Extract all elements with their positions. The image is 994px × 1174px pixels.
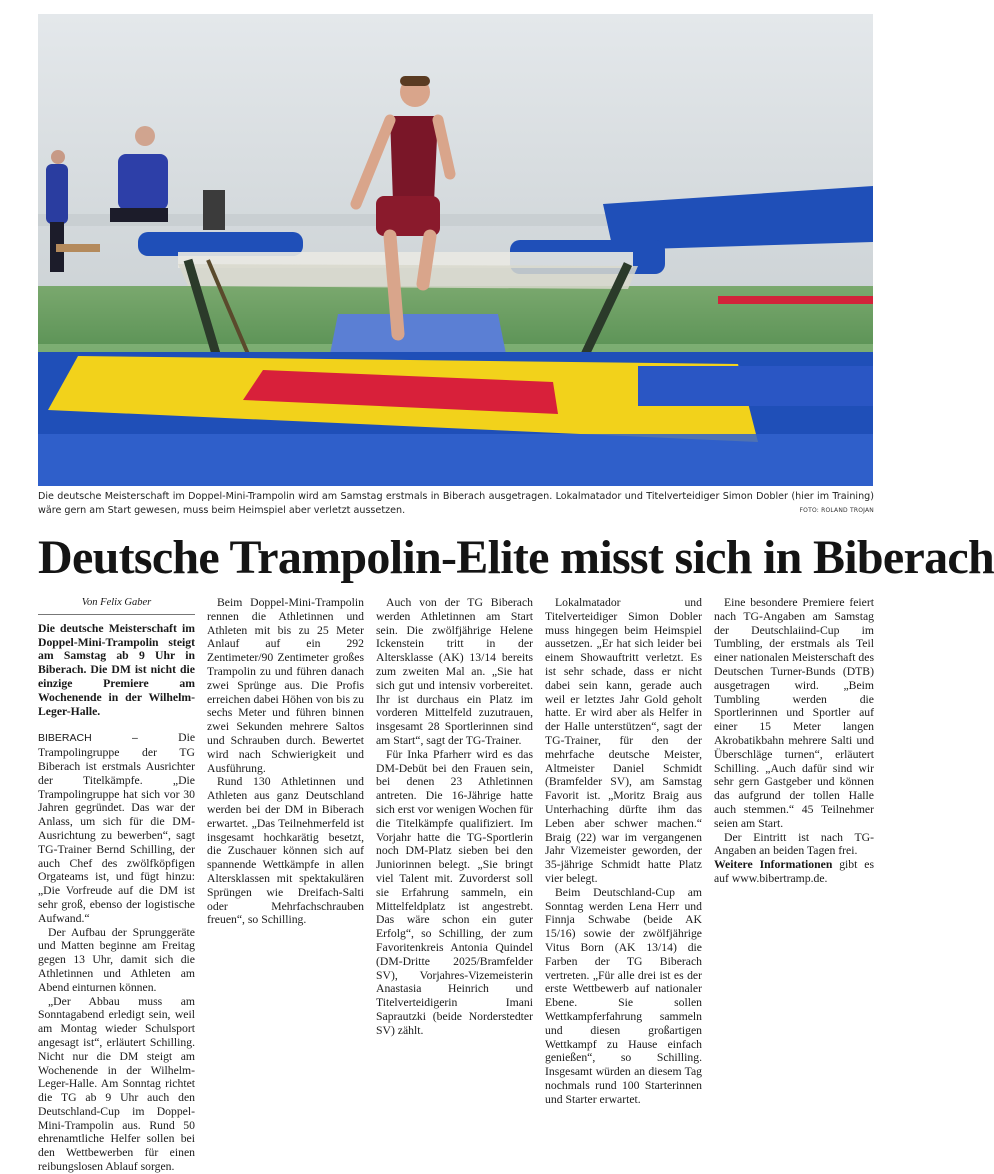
paragraph-4: Beim Doppel-Mini-Trampolin rennen die Athletinnen und Athleten mit bis zu 25 Meter Anlauf auf ein 292 Zentimeter/90 Zentimeter großes Trampolin zu und führen danach zwei Sprünge aus. Die Profis erreichen dabei Höhen von bis zu sechs Meter und führen binnen zwei Sekunden mehrere Saltos und Schrauben durch. Bewertet wird nach Schwierigkeit und Ausführung.	[207, 596, 364, 775]
info-paragraph	[714, 858, 874, 886]
byline: Von Felix Gaber	[38, 596, 195, 615]
paragraph-7: Für Inka Pfarherr wird es das DM-Debüt bei den Frauen sein, bei denen 23 Athletinnen antreten. Die 16-Jährige hatte sich erst vor wenigen Wochen für die Titelkämpfe qualifiziert. Im Vorjahr hatte die TG-Sportlerin noch DM-Platz sieben bei den Juniorinnen belegt. „Sie bringt viel Talent mit. Zuvorderst soll sie Erfahrung sammeln, ein Mittelfeldplatz ist angestrebt. Das wäre schon ein guter Erfolg“, so Schilling, der zum Favoritenkreis Antonia Quindel (DM-Dritte 2025/Bramfelder SV), Vorjahres-Vizemeisterin Anastasia Heinrich und Titelverteidigerin Imani Saprautzki (beide Norderstedter SV) zählt.	[376, 747, 533, 1037]
paragraph-5: Rund 130 Athletinnen und Athleten aus ganz Deutschland werden bei der DM in Biberach erwartet. „Das Teilnehmerfeld ist insgesamt hochkarätig besetzt, die Zuschauer können sich auf spannende Wettkämpfe in allen Altersklassen mit spektakulären Sprüngen wie Dreifach-Salti oder Mehrfachschrauben freuen“, so Schilling.	[207, 775, 364, 927]
article-body	[38, 596, 874, 1174]
paragraph-6: Auch von der TG Biberach werden Athletinnen am Start sein. Die zwölfjährige Helene Ickenstein tritt in der Altersklasse (AK) 13/14 bereits zum zweiten Mal an. „Sie hat sich gut und intensiv vorbereitet. Ihr ist durchaus ein Platz im vorderen Mittelfeld zuzutrauen, insgesamt 28 Sportlerinnen sind am Start“, sagt der TG-Trainer.	[376, 596, 533, 747]
column-3	[376, 596, 533, 1066]
paragraph-8: Lokalmatador und Titelverteidiger Simon Dobler muss hingegen beim Heimspiel aussetzen. „Er hat sich leider bei einem Showauftritt verletzt. Es ist sehr schade, dass er nicht dabei sein kann, gerade auch weil er letztes Jahr Gold geholt hatte. Er wird aber als Helfer in der Halle unterstützen“, sagt der TG-Trainer, für den der mehrfache deutsche Meister, Altmeister Daniel Schmidt (Bramfelder SV), am Samstag Favorit ist. „Moritz Braig aus Unterhaching dürfte ihm das Leben aber schwer machen.“ Braig (22) war im vergangenen Jahr Vizemeister geworden, der 35-jährige Schmidt hatte Platz vier belegt.	[545, 596, 702, 885]
trampoline-athlete-image	[38, 14, 873, 486]
paragraph-1	[38, 731, 195, 925]
paragraph-3: „Der Abbau muss am Sonntagabend erledigt sein, weil am Montag wieder Schulsport angesagt ist“, erläutert Schilling. Nicht nur die DM steigt am Wochenende in der Wilhelm-Leger-Halle. Am Sonntag richtet die TG ab 9 Uhr auch den Deutschland-Cup im Doppel-Mini-Trampolin aus. Rund 50 ehrenamtliche Helfer sollen bei den Wettbewerben für einen reibungslosen Ablauf sorgen.	[38, 994, 195, 1174]
column-4	[545, 596, 702, 1106]
paragraph-10: Eine besondere Premiere feiert nach TG-Angaben am Samstag der Deutschlaiind-Cup im Tumbling, der erstmals als Teil einer nationalen Meisterschaft des Deutschen Turner-Bunds (DTB) ausgetragen wird. „Beim Tumbling werden die Sportlerinnen und Sportler auf einer 15 Meter langen Akrobatikbahn mehrere Salti und Überschläge turnen“, erläutert Schilling. „Auch dafür sind wir sehr gern Gastgeber und können das aufgrund der tollen Halle auch stemmen.“ 45 Teilnehmer seien am Start.	[714, 596, 874, 830]
article-photo	[38, 14, 873, 486]
paragraph-2: Der Aufbau der Sprunggeräte und Matten beginne am Freitag gegen 13 Uhr, damit sich die Athletinnen und Athleten am Abend einturnen können.	[38, 925, 195, 994]
article-headline: Deutsche Trampolin-Elite misst sich in Biberach	[38, 531, 994, 584]
paragraph-11: Der Eintritt ist nach TG-Angaben an beiden Tagen frei.	[714, 830, 874, 858]
paragraph-1-text: Die Trampolingruppe der TG Biberach ist erstmals Ausrichter der Titelkämpfe. „Die Trampolingruppe hat sich vor 30 Jahren gegründet. Das war der Anlass, um sich für die DM-Ausrichtung zu bewerben“, sagt TG-Trainer Bernd Schilling, der auch Chef des zwölfköpfigen Orgateams ist, und fügt hinzu: „Die Vorfreude auf die DM ist sehr groß, ebenso der logistische Aufwand.“	[38, 731, 196, 925]
column-1	[38, 596, 196, 1174]
info-label: Weitere Informationen	[714, 858, 833, 872]
photo-caption	[38, 490, 874, 518]
paragraph-9: Beim Deutschland-Cup am Sonntag werden Lena Herr und Finnja Schwabe (beide AK 15/16) sowie der zwölfjährige Vitus Born (AK 13/14) die Farben der TG Biberach vertreten. „Für alle drei ist es der erste Wettbewerb auf nationaler Ebene. Sie sollen Wettkampferfahrung sammeln und diesen großartigen Wettkampf zu Hause einfach genießen“, so Schilling. Insgesamt würden an diesem Tag nochmals rund 100 Starterinnen und Starter erwartet.	[545, 885, 702, 1106]
info-text: gibt es auf www.bibertramp.de.	[714, 858, 874, 885]
photo-credit: FOTO: ROLAND TROJAN	[799, 507, 874, 514]
dateline: BIBERACH –	[38, 732, 138, 745]
lead-paragraph: Die deutsche Meisterschaft im Doppel-Mini-Trampolin steigt am Samstag ab 9 Uhr in Biberach. Die DM ist nicht die einzige Premiere am Wochenende in der Wilhelm-Leger-Halle.	[38, 621, 195, 718]
column-5	[714, 596, 874, 1066]
column-2	[207, 596, 364, 1066]
caption-text: Die deutsche Meisterschaft im Doppel-Mini-Trampolin wird am Samstag erstmals in Biberach ausgetragen. Lokalmatador und Titelverteidiger Simon Dobler (hier im Training) wäre gern am Start gewesen, muss beim Heimspiel aber verletzt aussetzen.	[38, 491, 874, 516]
